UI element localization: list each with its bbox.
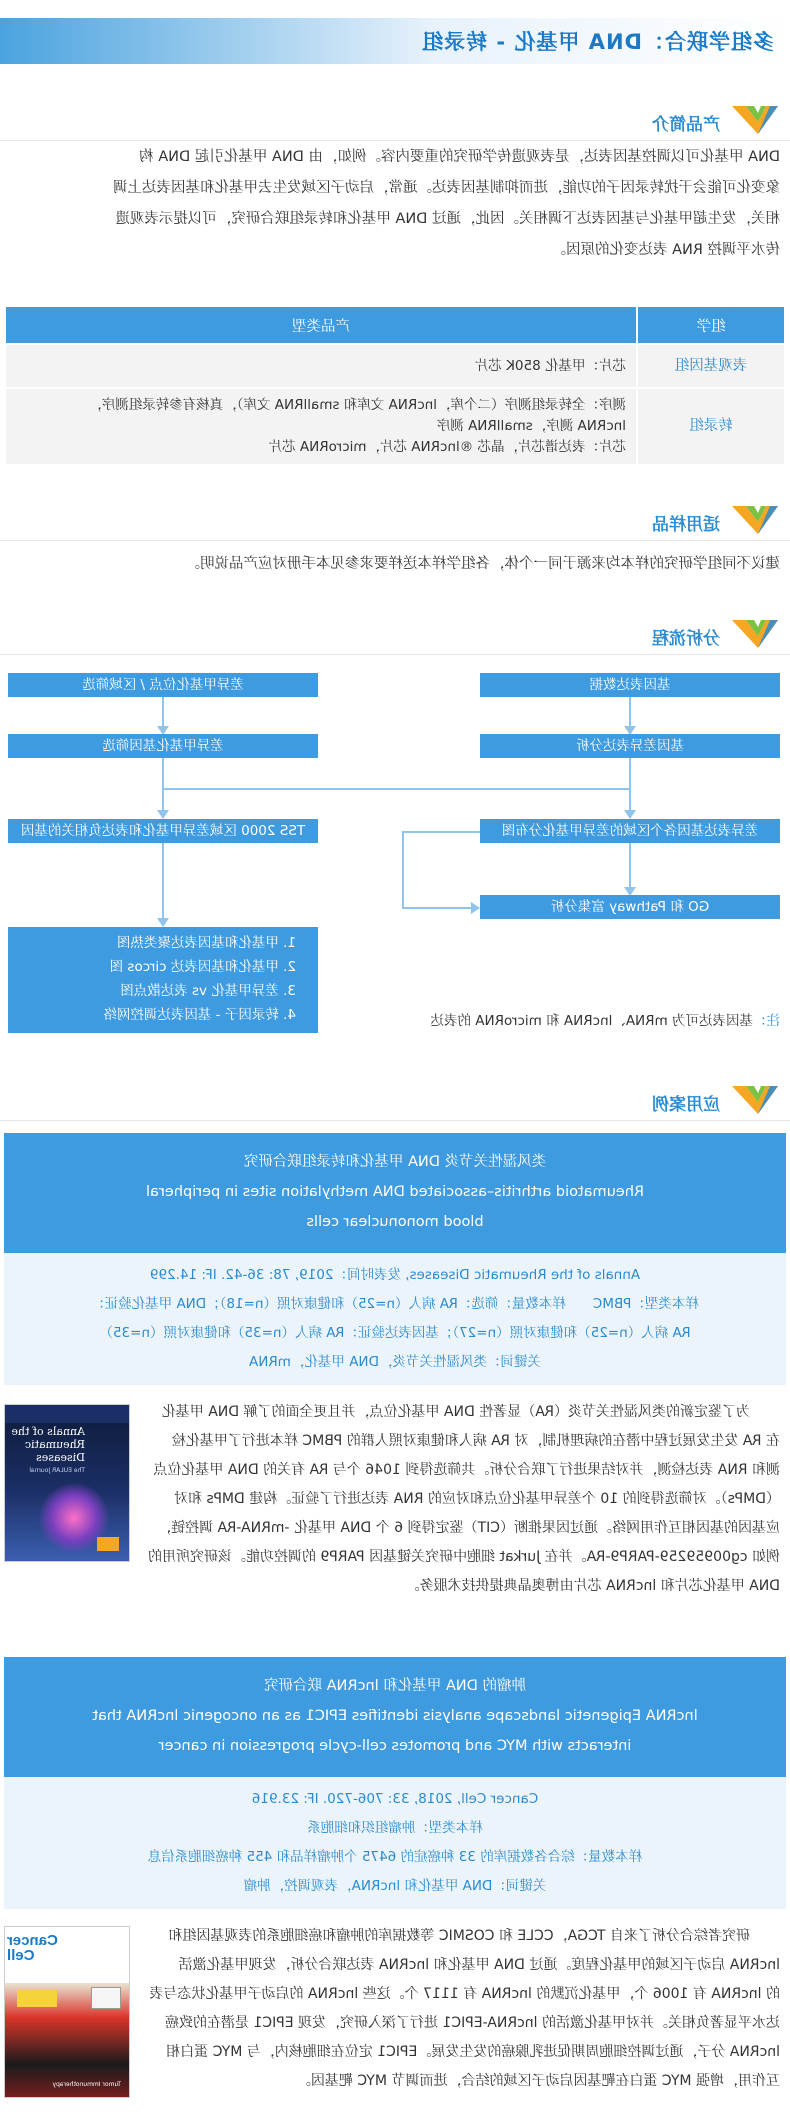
case-title-line: interacts with MYC and promotes cell-cycle progression in cancer [158,1738,632,1754]
product-table [4,305,786,466]
case-body-line: DNA 甲基化芯片和 lncRNA 芯片由博奥晶典提供技术服务。 [405,1578,780,1594]
section-divider [0,654,790,655]
cell-line: lncRNA 测序，smallRNA 测序 [436,418,626,434]
cover-sign [17,1989,57,2007]
result-item: 4. 转录因子 - 基因表达调控网络 [103,1007,296,1023]
flow-results-box [8,927,318,1033]
case-body-line: lncRNA 分子，通过调控细胞周期促进乳腺癌的发生发展。EPIC1 定位在细胞核内，与 MYC 蛋白相 [166,2044,780,2060]
section-title: 应用案例 [652,1095,720,1115]
case-body-line: 应基因的基因相互作用网络。通过因果推断（CIT）鉴定得到 6 个 DNA 甲基化 -mRNA-RA 调控链， [157,1520,780,1536]
cover-band [4,1405,129,1423]
case1-body [140,1398,780,1601]
flow-box-dmg-screen: 差异甲基化基因筛选 [8,734,318,758]
case-title-line: 肿瘤的 DNA 甲基化和 lncRNA 联合研究 [264,1678,526,1694]
flow-box-dmp-screen: 差异甲基化位点 / 区域筛选 [8,673,318,697]
result-item: 2. 甲基化和基因表达 circos 图 [109,959,296,975]
case2-body [140,1922,780,2096]
section-logo-icon [730,1084,780,1118]
flow-box-enrichment: GO 和 Pathway 富集分析 [480,895,780,919]
table-cell-type [5,388,637,465]
flow-connector [162,758,164,788]
case1-info [4,1253,786,1385]
table-cell-group: 转录组 [637,388,785,465]
section-logo-icon [730,104,780,138]
note-label: 注： [753,1013,780,1029]
case-info-line: Annals of the Rheumatic Diseases, 发表时间：2019, 78: 36-42. IF: 14.299 [149,1267,641,1283]
flow-connector [162,843,164,922]
cell-line: 芯片：甲基化 850K 芯片 [474,357,626,374]
flow-connector [629,758,631,814]
section-header-flow [480,618,780,652]
intro-line: 象变化可能会干扰转录因子的功能，进而抑制基因表达。通常，启动子区域发生去甲基化和基因表达上调 [113,180,780,196]
flow-box-tss-genes: TSS 2000 区域差异甲基化和表达负相关的基因 [8,819,318,843]
top-banner [0,0,790,64]
intro-line: DNA 甲基化可以调控基因表达，是表观遗传学研究的重要内容。例如，由 DNA 甲基化引起 DNA 构 [139,149,780,165]
case2-info [4,1777,786,1909]
page-title: 多组学联合：DNA 甲基化 - 转录组 [421,30,774,54]
case-info-line: 样本类型：PBMC 样本数量：筛选：RA 病人（n=25）和健康对照（n=18）；DNA 甲基化验证： [91,1296,699,1312]
flow-arrow-icon [471,902,480,914]
journal-cover-image [4,1926,130,2098]
result-item: 3. 差异甲基化 vs 表达散点图 [120,983,296,999]
flow-box-dist-map: 差异表达基因各个区域的差异甲基化分布图 [480,819,780,843]
samples-text: 建议不同组学研究的样本均来源于同一个体，各组学样本送样要求参见本手册对应产品说明。 [185,556,780,572]
flow-connector [162,788,631,790]
cover-subtitle: Tumor Immunotherapy [52,2081,121,2088]
flow-arrow-icon [624,810,636,819]
case-body-line: lncRNA 启动子区域的甲基化程度。通过 DNA 甲基化和 lncRNA 表达联合分析，发现甲基化激活 [178,1957,780,1973]
case-body-line: 研究者综合分析了来自 TCGA，CCLE 和 COSMIC 等数据库的肿瘤和癌细胞系的表观基因组和 [168,1928,750,1944]
cover-logo [97,1537,119,1551]
table-row [5,344,785,388]
case1-title [4,1133,786,1253]
table-row [5,388,785,465]
section-header-cases [480,1084,780,1118]
case-body-line: 测和 RNA 表达检测，并对结果进行了联合分析。共筛选得到 1046 个与 RA 有关的 DNA 甲基化位点 [153,1462,780,1478]
header-type: 产品类型 [5,306,637,344]
case-body-line: 在 RA 发生发展过程中潜在的病理机制，对 RA 病人和健康对照人群的 PBMC 样本进行了甲基化检 [171,1433,780,1449]
case-info-line: 关键词：DNA 甲基化和 lncRNA，表观调控，肿瘤 [243,1878,547,1894]
flow-arrow-icon [157,918,169,927]
cover-subtitle: The EULAR Journal [29,1467,85,1474]
journal-cover-image [4,1404,130,1562]
section-divider [0,1120,790,1121]
case-info-line: 关键词：类风湿性关节炎，DNA 甲基化，mRNA [249,1354,541,1370]
flow-connector [402,907,472,909]
case-body-line: 例如 cg00959259-PARP9-RA。并在 Jurkat 细胞中研究关键基因 PARP9 的调控功能。该研究所用的 [147,1549,780,1565]
flow-arrow-icon [157,810,169,819]
section-header-intro [480,104,780,138]
case-body-line: 为了鉴定新的类风湿性关节炎（RA）显著性 DNA 甲基化位点，并且更全面的了解 DNA 甲基化 [161,1404,750,1420]
section-title: 产品简介 [652,115,720,135]
case2-title [4,1657,786,1777]
section-title: 分析流程 [652,629,720,649]
cover-sign [91,1987,121,2009]
cover-journal-name: Annals of the Rheumatic Diseases [11,1425,85,1464]
flow-connector [402,831,404,909]
case-body-line: （DMPs）。对筛选得到的 10 个差异甲基化位点和对应的 RNA 表达进行了验证。构建 DMPs 和对 [174,1491,780,1507]
flow-connector [402,831,480,833]
case-info-line: RA 病人（n=25）和健康对照（n=27）；基因表达验证：RA 病人（n=35）和健康对照（n=35） [99,1325,691,1341]
cell-line: 芯片：表达谱芯片，晶芯 ®lncRNA 芯片，microRNA 芯片 [268,439,626,455]
section-title: 适用样品 [652,515,720,535]
case-title-line: Rheumatoid arthritis–associated DNA methylation sites in peripheral [146,1184,645,1200]
flow-box-expression-data: 基因表达数据 [480,673,780,697]
header-omics: 组学 [637,306,785,344]
result-item: 1. 甲基化和基因表达聚类热图 [116,935,296,951]
case-title-line: lncRNA Epigenetic landscape analysis identifies EPIC1 as an oncogenic lncRNA that [92,1708,698,1724]
flow-box-diff-expression: 基因差异表达分析 [480,734,780,758]
cover-journal-name: Cancer Cell [7,1932,58,1964]
section-header-samples [480,504,780,538]
flow-connector [629,843,631,891]
case-info-line: 样本数量：综合各数据库的 33 种癌症的 6475 个肿瘤样品和 455 种癌细胞系信息 [147,1849,643,1865]
cell-line: 测序：全转录组测序（二个库，lncRNA 文库和 smallRNA 文库），真核有参转录组测序， [88,397,626,413]
table-header-row [5,306,785,344]
case-body-line: 达水平显著负相关。并对甲基化激活的 lncRNA-EPIC1 进行了深入研究，发现 EPIC1 是潜在的致癌 [165,2015,780,2031]
table-cell-type [5,344,637,388]
note-text: 基因表达可为 mRNA、lncRNA 和 microRNA 的表达 [430,1013,753,1029]
section-logo-icon [730,504,780,538]
case-info-line: 样本类型：肿瘤组织和细胞系 [307,1820,483,1836]
intro-paragraph [10,142,780,266]
intro-line: 相关，发生超甲基化与基因表达下调相关。因此，通过 DNA 甲基化和转录组联合研究，可以提示表观遗 [115,211,780,227]
intro-line: 传水平调控 RNA 表达变化的原因。 [551,242,780,258]
case-body-line: 的 lncRNA 有 1006 个，甲基化沉默的 lncRNA 有 1117 个。这些 lncRNA 的启动子甲基化状态与表 [149,1986,780,2002]
case-body-line: 互作用，增强 MYC 蛋白在靶基因启动子区域的结合，进而调节 MYC 靶基因。 [296,2073,780,2089]
case-title-line: 类风湿性关节炎 DNA 甲基化和转录组联合研究 [243,1154,547,1170]
flow-note [430,1009,780,1029]
section-divider [0,540,790,541]
case-title-line: blood mononuclear cells [306,1214,484,1230]
section-logo-icon [730,618,780,652]
case-info-line: Cancer Cell, 2018, 33: 706-720. IF: 23.916 [251,1791,539,1807]
section-divider [0,140,790,141]
table-cell-group: 表观基因组 [637,344,785,388]
